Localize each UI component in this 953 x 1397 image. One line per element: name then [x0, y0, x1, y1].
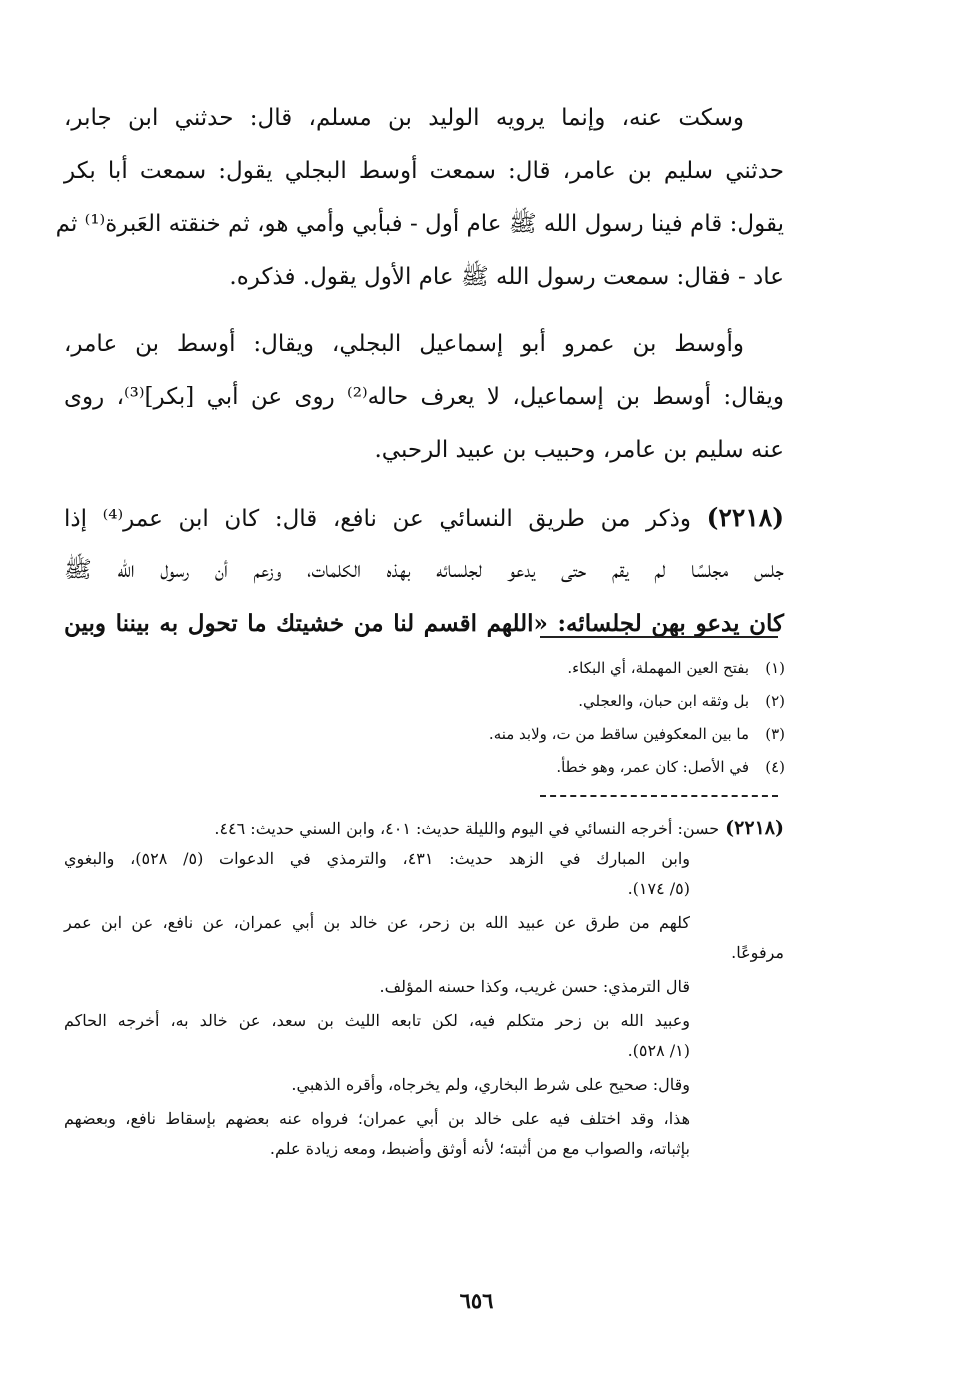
text-line: وسكت عنه، وإنما يرويه الوليد بن مسلم، قال: حدثني ابن جابر،: [64, 105, 744, 131]
hadith-text: وذكر من طريق النسائي عن نافع، قال: كان ابن عمر⁽⁴⁾ إذا: [64, 506, 692, 532]
takhrij-paragraph: [64, 1104, 784, 1164]
footnote-number: (١): [765, 659, 785, 677]
text-line: كان يدعو بهن لجلسائه: «اللهم اقسم لنا من خشيتك ما تحول به بيننا وبين: [64, 610, 784, 637]
text-line: عاد - فقال: سمعت رسول الله ﷺ عام الأول يقول. فذكره.: [229, 264, 784, 290]
takhrij-line: كلهم من طرق عن عبيد الله بن زحر، عن خالد بن أبي عمران، عن نافع، عن ابن عمر: [64, 913, 690, 932]
takhrij-paragraph: [64, 1006, 784, 1066]
takhrij-line: هذا، وقد اختلف فيه على خالد بن أبي عمران؛ فرواه عنه بعضهم بإسقاط نافع، وبعضهم: [64, 1109, 690, 1128]
takhrij-line: قال الترمذي: حسن غريب، وكذا حسنه المؤلف.: [379, 977, 690, 996]
text-line: [64, 491, 784, 544]
takhrij-paragraph: [64, 844, 690, 904]
paragraph: [55, 92, 784, 304]
footnote: [470, 751, 785, 784]
text-line: يقول: قام فينا رسول الله ﷺ عام أول - فبأبي وأمي هو، ثم خنقته العَبرة⁽¹⁾ ثم: [55, 211, 784, 237]
footnote-number: (٢): [765, 692, 785, 710]
footnote-separator: [540, 636, 778, 638]
takhrij-line: (٥/ ١٧٤).: [627, 879, 690, 898]
text-line: عنه سليم بن عامر، وحبيب بن عبيد الرحبي.: [374, 437, 784, 463]
takhrij-line: وابن المبارك في الزهد حديث: ٤٣١، والترمذي في الدعوات (٥/ ٥٢٨)، والبغوي: [64, 849, 691, 868]
footnote: [470, 718, 785, 751]
takhrij-line: مرفوعًا.: [731, 943, 784, 962]
takhrij-line: (١/ ٥٢٨).: [627, 1041, 690, 1060]
footnote-text: بل وثقه ابن حبان، والعجلي.: [578, 692, 749, 710]
hadith-paragraph: [64, 491, 784, 650]
main-text: [55, 92, 785, 664]
page-number: ٦٥٦: [459, 1288, 494, 1313]
takhrij-line: وعبيد الله بن زحر متكلم فيه، لكن تابعه الليث بن سعد، عن خالد به، أخرجه الحاكم: [64, 1011, 690, 1030]
takhrij-section: [64, 812, 784, 1168]
footnotes: [470, 652, 785, 784]
paragraph: [64, 318, 784, 477]
takhrij-line: بإثباته، والصواب مع من أثبته؛ لأنه أوثق وأضبط، ومعه زيادة علم.: [269, 1139, 690, 1158]
takhrij-paragraph: [64, 972, 690, 1002]
takhrij-heading: [64, 812, 784, 844]
footnote: [470, 652, 785, 685]
text-line: وأوسط بن عمرو أبو إسماعيل البجلي، ويقال: أوسط بن عامر،: [64, 331, 744, 357]
text-line: جلس مجلسًا لم يقم حتى يدعو لجلسائه بهذه الكلمات، وزعم أن رسول الله ﷺ: [64, 557, 784, 583]
takhrij-paragraph: [64, 908, 784, 968]
footnote-number: (٣): [765, 725, 785, 743]
footnote-text: ما بين المعكوفين ساقط من ت، ولابد منه.: [488, 725, 749, 743]
takhrij-separator: [540, 795, 778, 797]
footnote-text: بفتح العين المهملة، أي البكاء.: [567, 659, 749, 677]
takhrij-number: (٢٢١٨): [725, 817, 784, 839]
takhrij-line: وقال: صحيح على شرط البخاري، ولم يخرجاه، وأقره الذهبي.: [291, 1075, 690, 1094]
takhrij-head-text: حسن: أخرجه النسائي في اليوم والليلة حديث: ٤٠١، وابن السني حديث: ٤٤٦.: [214, 819, 720, 838]
text-line: حدثني سليم بن عامر، قال: سمعت أوسط البجلي يقول: سمعت أبا بكر: [64, 158, 784, 184]
text-line: ويقال: أوسط بن إسماعيل، لا يعرف حاله⁽²⁾ روى عن أبي [بكر]⁽³⁾، روى: [64, 384, 784, 410]
takhrij-paragraph: [64, 1070, 690, 1100]
footnote-text: في الأصل: كان عمر، وهو خطأ.: [556, 758, 749, 776]
hadith-number: (٢٢١٨): [706, 503, 785, 532]
footnote-number: (٤): [765, 758, 785, 776]
footnote: [470, 685, 785, 718]
